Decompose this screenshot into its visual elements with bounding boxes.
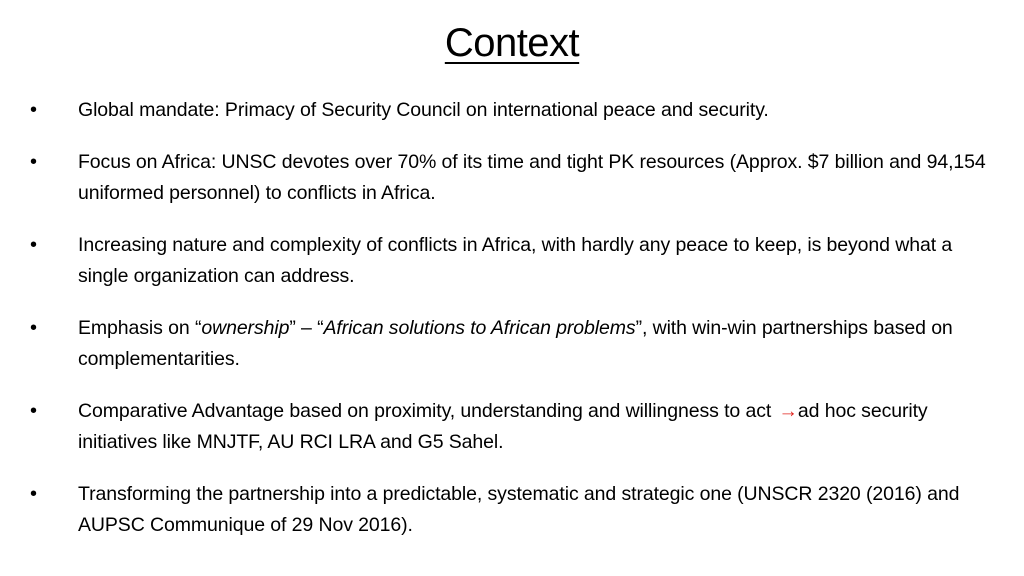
bullet-icon: • — [30, 400, 38, 422]
bullet-text-part: ” – “ — [289, 317, 324, 339]
bullet-text: Global mandate: Primacy of Security Council on international peace and security. — [78, 99, 769, 121]
bullet-text: Transforming the partnership into a predictable, systematic and strategic one (UNSCR 2320 (2016) and AUPSC Communique of 29 Nov 2016). — [78, 483, 960, 536]
page-title-text: Context — [444, 21, 580, 65]
bullet-icon: • — [30, 317, 38, 339]
bullet-text-part: ”, with win-win partnerships based on complementarities. — [78, 317, 953, 370]
bullet-icon: • — [30, 234, 38, 256]
bullet-text: Increasing nature and complexity of conflicts in Africa, with hardly any peace to keep, is beyond what a single organization can address. — [78, 234, 953, 287]
bullet-icon: • — [30, 483, 38, 505]
bullet-text-part: Emphasis on “ — [78, 317, 202, 339]
bullet-text: Focus on Africa: UNSC devotes over 70% of its time and tight PK resources (Approx. $7 billion and 94,154 uniformed personnel) to conflicts in Africa. — [78, 151, 986, 204]
ownership-emphasis: ownership — [201, 317, 290, 339]
bullet-text-part: ad hoc security initiatives like MNJTF, AU RCI LRA and G5 Sahel. — [78, 400, 928, 453]
bullet-icon: • — [30, 99, 38, 121]
african-solutions-emphasis: African solutions to African problems — [323, 317, 636, 339]
bullet-text-part: Comparative Advantage based on proximity, understanding and willingness to act — [78, 400, 777, 422]
bullet-text — [78, 313, 993, 374]
bullet-text — [78, 396, 993, 457]
page-title — [0, 16, 1024, 70]
bullet-icon: • — [30, 151, 38, 173]
arrow-right-icon: → — [778, 400, 798, 422]
